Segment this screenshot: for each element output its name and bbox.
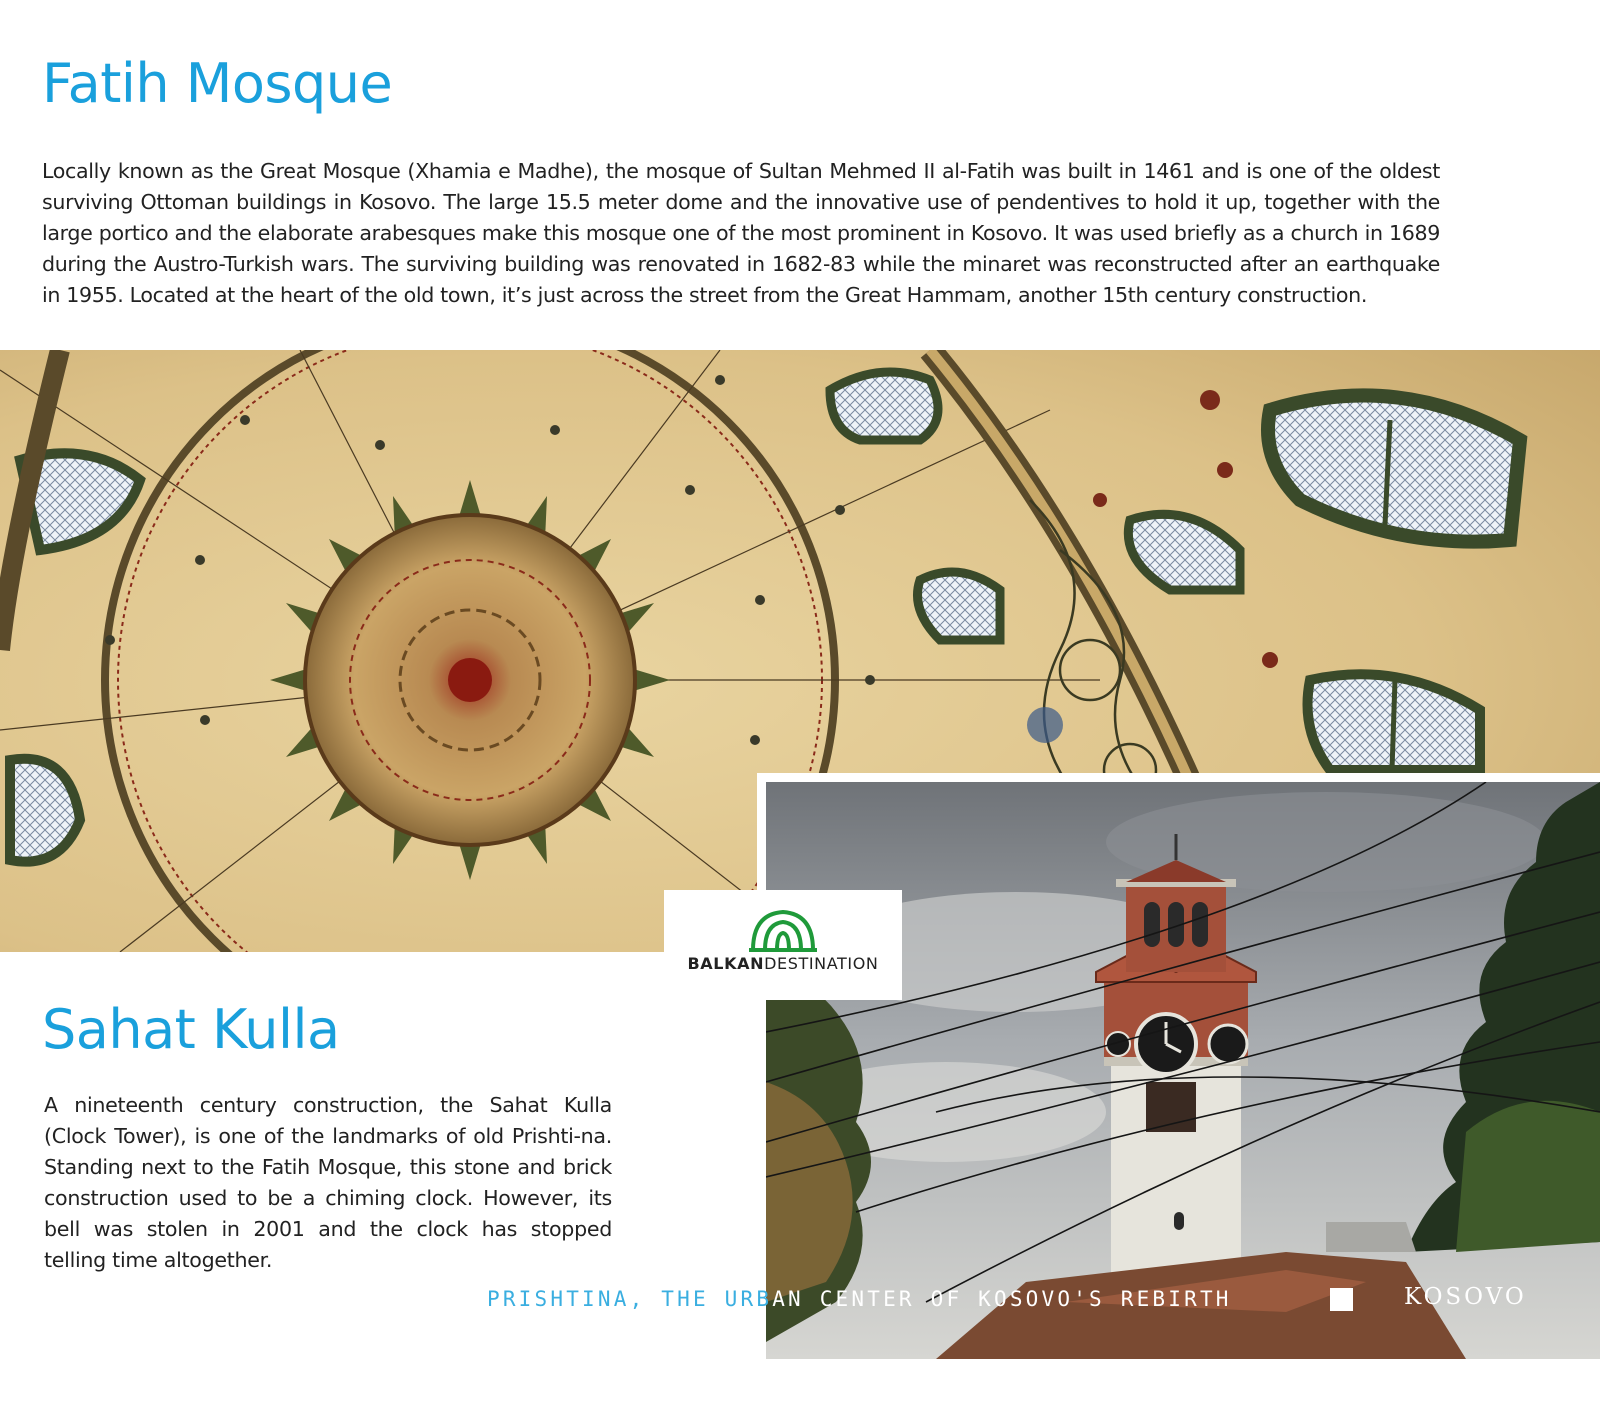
- footer-square-icon: [1330, 1288, 1353, 1311]
- balkan-destination-watermark: [664, 890, 902, 1000]
- watermark-text-bold: BALKAN: [687, 954, 765, 973]
- footer-country: KOSOVO: [1404, 1284, 1527, 1310]
- sahat-kulla-description: A nineteenth century construction, the Sahat Kulla (Clock Tower), is one of the landmarks of old Prishti-na. Standing next to the Fatih Mosque, this stone and brick construction used to be a chiming clock. However, its bell was stolen in 2001 and the clock has stopped telling time altogether.: [44, 1093, 612, 1272]
- fatih-mosque-description: Locally known as the Great Mosque (Xhamia e Madhe), the mosque of Sultan Mehmed II al-Fatih was built in 1461 and is one of the oldest surviving Ottoman buildings in Kosovo. The large 15.5 meter dome and the innovative use of pendentives to hold it up, together with the large portico and the elaborate arabesques make this mosque one of the most prominent in Kosovo. It was used briefly as a church in 1689 during the Austro-Turkish wars. The surviving building was renovated in 1682-83 while the minaret was reconstructed after an earthquake in 1955. Located at the heart of the old town, it’s just across the street from the Great Hammam, another 15th century construction.: [42, 159, 1440, 307]
- arch-logo-icon: [749, 908, 817, 952]
- footer-tagline-part2: AN CENTER OF KOSOVO'S REBIRTH: [772, 1287, 1232, 1311]
- sahat-kulla-title: Sahat Kulla: [42, 998, 340, 1061]
- fatih-mosque-title: Fatih Mosque: [42, 52, 393, 115]
- footer-tagline-part1: PRISHTINA, THE URB: [487, 1287, 773, 1311]
- clock-tower-photo: [757, 773, 1600, 1359]
- watermark-text-regular: DESTINATION: [764, 954, 879, 973]
- watermark-text: [664, 954, 902, 973]
- footer-tagline: [487, 1287, 1232, 1311]
